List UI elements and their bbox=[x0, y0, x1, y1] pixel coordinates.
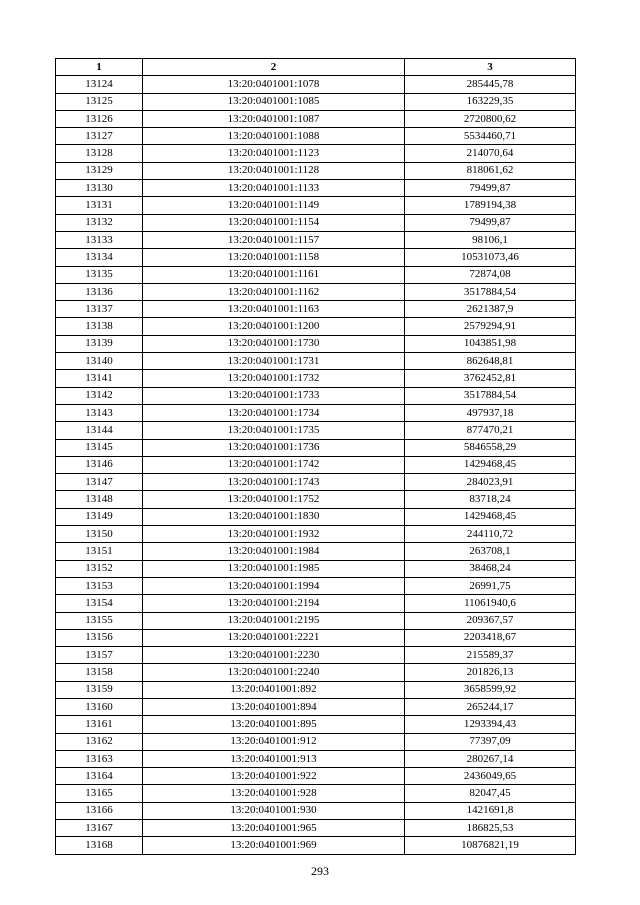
table-row bbox=[56, 474, 576, 491]
cadastral-number-cell: 13:20:0401001:1752 bbox=[143, 491, 405, 508]
table-row bbox=[56, 716, 576, 733]
row-number-cell: 13137 bbox=[56, 301, 143, 318]
table-row bbox=[56, 214, 576, 231]
value-cell: 497937,18 bbox=[405, 404, 576, 421]
row-number-cell: 13164 bbox=[56, 768, 143, 785]
value-cell: 284023,91 bbox=[405, 474, 576, 491]
cadastral-number-cell: 13:20:0401001:969 bbox=[143, 837, 405, 854]
row-number-cell: 13159 bbox=[56, 681, 143, 698]
row-number-cell: 13132 bbox=[56, 214, 143, 231]
table-row bbox=[56, 197, 576, 214]
value-cell: 877470,21 bbox=[405, 422, 576, 439]
value-cell: 244110,72 bbox=[405, 526, 576, 543]
cadastral-number-cell: 13:20:0401001:965 bbox=[143, 820, 405, 837]
table-row bbox=[56, 439, 576, 456]
row-number-cell: 13147 bbox=[56, 474, 143, 491]
table-row bbox=[56, 456, 576, 473]
cadastral-number-cell: 13:20:0401001:895 bbox=[143, 716, 405, 733]
cadastral-number-cell: 13:20:0401001:2221 bbox=[143, 629, 405, 646]
value-cell: 10531073,46 bbox=[405, 249, 576, 266]
cadastral-number-cell: 13:20:0401001:1088 bbox=[143, 128, 405, 145]
row-number-cell: 13150 bbox=[56, 526, 143, 543]
row-number-cell: 13148 bbox=[56, 491, 143, 508]
row-number-cell: 13138 bbox=[56, 318, 143, 335]
value-cell: 3517884,54 bbox=[405, 387, 576, 404]
table-row bbox=[56, 508, 576, 525]
table-row bbox=[56, 491, 576, 508]
table-row bbox=[56, 837, 576, 854]
value-cell: 263708,1 bbox=[405, 543, 576, 560]
row-number-cell: 13134 bbox=[56, 249, 143, 266]
cadastral-number-cell: 13:20:0401001:1087 bbox=[143, 110, 405, 127]
row-number-cell: 13163 bbox=[56, 750, 143, 767]
cadastral-number-cell: 13:20:0401001:1123 bbox=[143, 145, 405, 162]
row-number-cell: 13146 bbox=[56, 456, 143, 473]
table-row bbox=[56, 543, 576, 560]
row-number-cell: 13155 bbox=[56, 612, 143, 629]
cadastral-number-cell: 13:20:0401001:912 bbox=[143, 733, 405, 750]
value-cell: 2436049,65 bbox=[405, 768, 576, 785]
row-number-cell: 13135 bbox=[56, 266, 143, 283]
value-cell: 38468,24 bbox=[405, 560, 576, 577]
cadastral-number-cell: 13:20:0401001:1731 bbox=[143, 353, 405, 370]
row-number-cell: 13152 bbox=[56, 560, 143, 577]
value-cell: 214070,64 bbox=[405, 145, 576, 162]
table-row bbox=[56, 180, 576, 197]
table-row bbox=[56, 353, 576, 370]
column-header-3: 3 bbox=[405, 59, 576, 76]
cadastral-number-cell: 13:20:0401001:1162 bbox=[143, 283, 405, 300]
value-cell: 77397,09 bbox=[405, 733, 576, 750]
value-cell: 201826,13 bbox=[405, 664, 576, 681]
cadastral-number-cell: 13:20:0401001:1157 bbox=[143, 231, 405, 248]
table-row bbox=[56, 664, 576, 681]
cadastral-number-cell: 13:20:0401001:1730 bbox=[143, 335, 405, 352]
cadastral-number-cell: 13:20:0401001:1133 bbox=[143, 180, 405, 197]
table-row bbox=[56, 370, 576, 387]
cadastral-number-cell: 13:20:0401001:1163 bbox=[143, 301, 405, 318]
row-number-cell: 13125 bbox=[56, 93, 143, 110]
table-row bbox=[56, 526, 576, 543]
column-header-2: 2 bbox=[143, 59, 405, 76]
value-cell: 1789194,38 bbox=[405, 197, 576, 214]
value-cell: 79499,87 bbox=[405, 180, 576, 197]
value-cell: 163229,35 bbox=[405, 93, 576, 110]
value-cell: 215589,37 bbox=[405, 647, 576, 664]
page-number: 293 bbox=[311, 864, 329, 878]
row-number-cell: 13149 bbox=[56, 508, 143, 525]
row-number-cell: 13141 bbox=[56, 370, 143, 387]
row-number-cell: 13151 bbox=[56, 543, 143, 560]
cadastral-number-cell: 13:20:0401001:922 bbox=[143, 768, 405, 785]
cadastral-number-cell: 13:20:0401001:1994 bbox=[143, 577, 405, 594]
value-cell: 209367,57 bbox=[405, 612, 576, 629]
table-row bbox=[56, 231, 576, 248]
table-row bbox=[56, 249, 576, 266]
value-cell: 186825,53 bbox=[405, 820, 576, 837]
table-row bbox=[56, 110, 576, 127]
value-cell: 265244,17 bbox=[405, 698, 576, 715]
cadastral-number-cell: 13:20:0401001:1985 bbox=[143, 560, 405, 577]
value-cell: 1043851,98 bbox=[405, 335, 576, 352]
table-row bbox=[56, 560, 576, 577]
table-row bbox=[56, 301, 576, 318]
row-number-cell: 13130 bbox=[56, 180, 143, 197]
row-number-cell: 13144 bbox=[56, 422, 143, 439]
cadastral-number-cell: 13:20:0401001:1984 bbox=[143, 543, 405, 560]
table-row bbox=[56, 733, 576, 750]
table-row bbox=[56, 577, 576, 594]
row-number-cell: 13161 bbox=[56, 716, 143, 733]
value-cell: 10876821,19 bbox=[405, 837, 576, 854]
row-number-cell: 13153 bbox=[56, 577, 143, 594]
cadastral-number-cell: 13:20:0401001:913 bbox=[143, 750, 405, 767]
row-number-cell: 13145 bbox=[56, 439, 143, 456]
value-cell: 862648,81 bbox=[405, 353, 576, 370]
table-row bbox=[56, 318, 576, 335]
table-row bbox=[56, 750, 576, 767]
row-number-cell: 13139 bbox=[56, 335, 143, 352]
row-number-cell: 13136 bbox=[56, 283, 143, 300]
value-cell: 26991,75 bbox=[405, 577, 576, 594]
row-number-cell: 13126 bbox=[56, 110, 143, 127]
table-row bbox=[56, 802, 576, 819]
row-number-cell: 13128 bbox=[56, 145, 143, 162]
row-number-cell: 13160 bbox=[56, 698, 143, 715]
cadastral-number-cell: 13:20:0401001:2194 bbox=[143, 595, 405, 612]
table-row bbox=[56, 283, 576, 300]
cadastral-number-cell: 13:20:0401001:1161 bbox=[143, 266, 405, 283]
cadastral-number-cell: 13:20:0401001:1128 bbox=[143, 162, 405, 179]
table-row bbox=[56, 145, 576, 162]
row-number-cell: 13158 bbox=[56, 664, 143, 681]
cadastral-number-cell: 13:20:0401001:1078 bbox=[143, 76, 405, 93]
cadastral-number-cell: 13:20:0401001:1736 bbox=[143, 439, 405, 456]
value-cell: 98106,1 bbox=[405, 231, 576, 248]
cadastral-number-cell: 13:20:0401001:892 bbox=[143, 681, 405, 698]
cadastral-number-cell: 13:20:0401001:1742 bbox=[143, 456, 405, 473]
table-row bbox=[56, 612, 576, 629]
row-number-cell: 13168 bbox=[56, 837, 143, 854]
row-number-cell: 13127 bbox=[56, 128, 143, 145]
value-cell: 11061940,6 bbox=[405, 595, 576, 612]
table-row bbox=[56, 266, 576, 283]
value-cell: 1429468,45 bbox=[405, 508, 576, 525]
table-row bbox=[56, 404, 576, 421]
cadastral-number-cell: 13:20:0401001:1734 bbox=[143, 404, 405, 421]
row-number-cell: 13166 bbox=[56, 802, 143, 819]
row-number-cell: 13129 bbox=[56, 162, 143, 179]
cadastral-number-cell: 13:20:0401001:2240 bbox=[143, 664, 405, 681]
row-number-cell: 13142 bbox=[56, 387, 143, 404]
value-cell: 3658599,92 bbox=[405, 681, 576, 698]
value-cell: 2621387,9 bbox=[405, 301, 576, 318]
table-row bbox=[56, 595, 576, 612]
value-cell: 2203418,67 bbox=[405, 629, 576, 646]
cadastral-number-cell: 13:20:0401001:1085 bbox=[143, 93, 405, 110]
cadastral-number-cell: 13:20:0401001:1743 bbox=[143, 474, 405, 491]
cadastral-number-cell: 13:20:0401001:894 bbox=[143, 698, 405, 715]
row-number-cell: 13156 bbox=[56, 629, 143, 646]
cadastral-number-cell: 13:20:0401001:1200 bbox=[143, 318, 405, 335]
value-cell: 1421691,8 bbox=[405, 802, 576, 819]
value-cell: 1293394,43 bbox=[405, 716, 576, 733]
table-row bbox=[56, 768, 576, 785]
row-number-cell: 13157 bbox=[56, 647, 143, 664]
table-row bbox=[56, 387, 576, 404]
table-row bbox=[56, 93, 576, 110]
value-cell: 5846558,29 bbox=[405, 439, 576, 456]
value-cell: 818061,62 bbox=[405, 162, 576, 179]
value-cell: 1429468,45 bbox=[405, 456, 576, 473]
cadastral-number-cell: 13:20:0401001:928 bbox=[143, 785, 405, 802]
table-row bbox=[56, 681, 576, 698]
row-number-cell: 13143 bbox=[56, 404, 143, 421]
row-number-cell: 13131 bbox=[56, 197, 143, 214]
value-cell: 82047,45 bbox=[405, 785, 576, 802]
value-cell: 3762452,81 bbox=[405, 370, 576, 387]
cadastral-number-cell: 13:20:0401001:1158 bbox=[143, 249, 405, 266]
cadastral-number-cell: 13:20:0401001:2230 bbox=[143, 647, 405, 664]
row-number-cell: 13133 bbox=[56, 231, 143, 248]
table-row bbox=[56, 335, 576, 352]
table-row bbox=[56, 162, 576, 179]
value-cell: 280267,14 bbox=[405, 750, 576, 767]
cadastral-number-cell: 13:20:0401001:1932 bbox=[143, 526, 405, 543]
table-body bbox=[56, 76, 576, 854]
table-row bbox=[56, 128, 576, 145]
row-number-cell: 13167 bbox=[56, 820, 143, 837]
cadastral-number-cell: 13:20:0401001:930 bbox=[143, 802, 405, 819]
column-header-1: 1 bbox=[56, 59, 143, 76]
table-row bbox=[56, 629, 576, 646]
table-row bbox=[56, 698, 576, 715]
row-number-cell: 13140 bbox=[56, 353, 143, 370]
cadastral-number-cell: 13:20:0401001:1732 bbox=[143, 370, 405, 387]
cadastral-number-cell: 13:20:0401001:1154 bbox=[143, 214, 405, 231]
row-number-cell: 13124 bbox=[56, 76, 143, 93]
value-cell: 2720800,62 bbox=[405, 110, 576, 127]
cadastral-number-cell: 13:20:0401001:1830 bbox=[143, 508, 405, 525]
value-cell: 3517884,54 bbox=[405, 283, 576, 300]
value-cell: 72874,08 bbox=[405, 266, 576, 283]
value-cell: 285445,78 bbox=[405, 76, 576, 93]
cadastral-number-cell: 13:20:0401001:2195 bbox=[143, 612, 405, 629]
table-row bbox=[56, 76, 576, 93]
cadastral-number-cell: 13:20:0401001:1733 bbox=[143, 387, 405, 404]
table-row bbox=[56, 647, 576, 664]
header-row bbox=[56, 59, 576, 76]
value-cell: 5534460,71 bbox=[405, 128, 576, 145]
table-row bbox=[56, 422, 576, 439]
row-number-cell: 13165 bbox=[56, 785, 143, 802]
table-row bbox=[56, 785, 576, 802]
value-cell: 83718,24 bbox=[405, 491, 576, 508]
row-number-cell: 13154 bbox=[56, 595, 143, 612]
value-cell: 2579294,91 bbox=[405, 318, 576, 335]
cadastral-number-cell: 13:20:0401001:1735 bbox=[143, 422, 405, 439]
row-number-cell: 13162 bbox=[56, 733, 143, 750]
value-cell: 79499,87 bbox=[405, 214, 576, 231]
data-table bbox=[55, 58, 576, 855]
cadastral-number-cell: 13:20:0401001:1149 bbox=[143, 197, 405, 214]
table-row bbox=[56, 820, 576, 837]
